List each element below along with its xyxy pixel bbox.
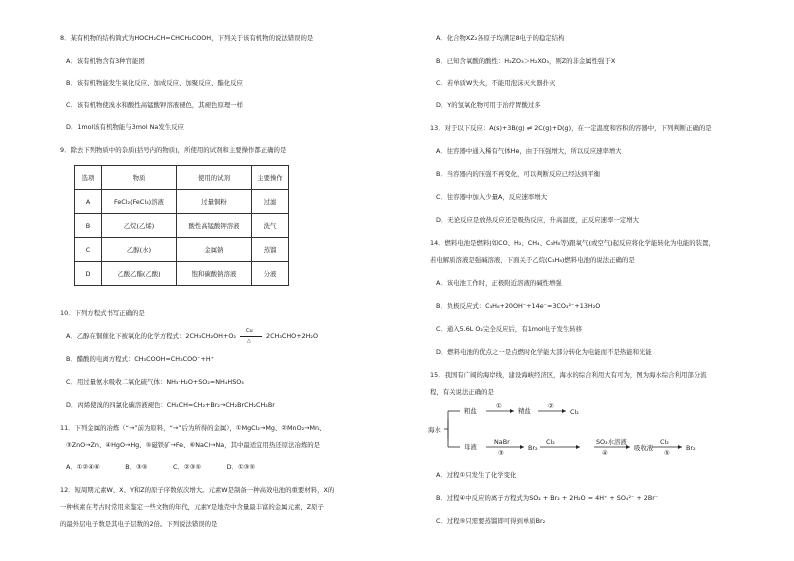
step-1-label: ①: [496, 402, 502, 410]
q8-option-d: D．1mol该有机物能与3mol Na发生反应: [66, 123, 184, 131]
table-header-cell: 物质: [102, 166, 177, 190]
q8-option-a: A．该有机物含有3种官能团: [66, 57, 145, 65]
table-cell: FeCl₂(FeCl₃)溶液: [102, 190, 177, 214]
table-cell: 分液: [252, 262, 289, 286]
q9-table: [74, 165, 289, 286]
q14-option-b: B．负极反应式：C₃H₈+20OH⁻+14e⁻=3CO₃²⁻+13H₂O: [436, 302, 601, 310]
q13-option-a: A．往容器中通入稀有气体He，由于压强增大，所以反应速率增大: [436, 147, 622, 155]
q10-option-a-tail: 2CH₃CHO+2H₂O: [266, 332, 319, 340]
table-row: [75, 214, 289, 238]
table-cell: A: [75, 190, 102, 214]
q10-stem: 10．下列方程式书写正确的是: [60, 309, 145, 317]
q10-option-b: B．醋酸的电离方程式：CH₃COOH=CH₃COO⁻+H⁺: [66, 355, 215, 363]
table-cell: D: [75, 262, 102, 286]
table-header-cell: 使用的试剂: [177, 166, 252, 190]
table-cell: 过量铜粉: [177, 190, 252, 214]
table-cell: C: [75, 238, 102, 262]
q11-stem-line1: 11．下列金属的冶炼（“→”前为原料，“→”后为所得的金属），①MgCl₂→Mg、②MnO₂→Mn、: [60, 424, 326, 432]
table-header-row: [75, 166, 289, 190]
q15-stem-line1: 15．我国有广阔的海岸线，建设海峡经济区，海水的综合利用大有可为，图为海水综合利用部分流: [430, 371, 707, 379]
table-cell: 乙醇(水): [102, 238, 177, 262]
table-row: [75, 262, 289, 286]
q10-option-a-text: A．乙醇在铜催化下被氧化的化学方程式：2CH₃CH₂OH+O₂: [66, 332, 236, 340]
heat-label: △: [246, 338, 251, 344]
q15-stem-line2: 程，有关说法正确的是: [430, 388, 494, 396]
q13-option-d: D．无论反应是放热反应还是吸热反应，升高温度，正反应速率一定增大: [436, 216, 640, 224]
q14-option-c: C．通入5.6L O₂完全反应后，有1mol电子发生转移: [436, 325, 583, 333]
q12-option-c: C．若单质W失火，不能用泡沫灭火器扑灭: [436, 79, 556, 87]
q11-options: A．①②④⑥ B．③⑤ C．②③⑤ D．①③⑤: [66, 463, 256, 471]
q14-option-d: D．燃料电池的优点之一是点燃时化学能大部分转化为电能而不是热能和光能: [436, 348, 652, 356]
q14-stem-line2: 若电解质溶液是强碱溶液，下面关于乙烷(C₃H₈)燃料电池的说法正确的是: [430, 256, 635, 264]
q8-option-c: C．该有机物使溴水和酸性高锰酸钾溶液褪色，其褪色原理一样: [66, 101, 244, 109]
q13-stem: 13．对于以下反应：A(s)+3B(g) ⇌ 2C(g)+D(g)，在一定温度和容积的容器中，下列判断正确的是: [430, 124, 712, 132]
table-cell: 饱和碳酸钠溶液: [177, 262, 252, 286]
table-cell: 过滤: [252, 190, 289, 214]
absorption-liquid-label: 吸收液: [634, 444, 654, 452]
br2-end-label: Br₂: [686, 444, 696, 452]
so2-solution-label: SO₂水溶液: [596, 438, 627, 446]
reaction-arrow: [238, 328, 264, 344]
q14-option-a: A．该电池工作时，正极附近溶液的碱性增强: [436, 279, 562, 287]
table-cell: 酸性高锰酸钾溶液: [177, 214, 252, 238]
step-4-label: ④: [602, 449, 608, 457]
table-cell: 洗气: [252, 214, 289, 238]
q12-option-a: A．化合物XZ₂各原子均满足8电子的稳定结构: [436, 34, 565, 42]
mother-liquor-label: 母液: [464, 443, 477, 451]
crude-salt-label: 粗盐: [464, 407, 477, 415]
q13-option-c: C．往容器中加入少量A，反应速率增大: [436, 193, 548, 201]
cl2-mid-label: Cl₂: [546, 438, 555, 446]
q12-stem-line3: 的最外层电子数是其电子层数的2倍。下列说法错误的是: [60, 520, 218, 528]
q9-stem: 9．除去下列物质中的杂质(括号内的物质)，所使用的试剂和主要操作都正确的是: [60, 146, 287, 154]
cl2-top-label: Cl₂: [570, 408, 579, 416]
q11-stem-line2: ③ZnO→Zn、④HgO→Hg、⑤磁铁矿→Fe、⑥NaCl→Na，其中最适宜用热还原法冶炼的是: [66, 441, 321, 449]
cl2-end-label: Cl₂: [660, 438, 669, 446]
table-row: [75, 238, 289, 262]
q14-stem-line1: 14．燃料电池是燃料(如CO、H₂、CH₄、C₃H₈等)跟氧气(或空气)起反应将化学能转化为电能的装置，: [430, 239, 715, 247]
q10-option-c: C．用过量氨水吸收二氧化硫气体：NH₃·H₂O+SO₂=NH₄HSO₃: [66, 378, 244, 386]
q13-option-b: B．当容器内的压强不再变化，可以判断反应已经达到平衡: [436, 170, 601, 178]
q15-option-a: A．过程①只发生了化学变化: [436, 471, 517, 479]
q8-stem: 8．某有机物的结构简式为HOCH₂CH=CHCH₂COOH，下列关于该有机物的说法错误的是: [60, 34, 314, 42]
q15-option-b: B．过程④中反应的离子方程式为SO₂ + Br₂ + 2H₂O = 4H⁺ + SO₄²⁻ + 2Br⁻: [436, 494, 659, 502]
table-header-cell: 主要操作: [252, 166, 289, 190]
table-cell: B: [75, 214, 102, 238]
table-cell: 乙烷(乙烯): [102, 214, 177, 238]
table-cell: 乙酸乙酯(乙酸): [102, 262, 177, 286]
refined-salt-label: 精盐: [518, 407, 531, 415]
catalyst-label: Cu: [245, 328, 253, 334]
table-cell: 蒸馏: [252, 238, 289, 262]
step-2-label: ②: [548, 402, 554, 410]
right-column: [430, 0, 780, 561]
table-row: [75, 190, 289, 214]
q12-option-b: B．已知含氧酸的酸性：H₂ZO₃＞H₂XO₃，则Z的非金属性强于X: [436, 57, 616, 65]
step-3-label: ③: [498, 449, 504, 457]
table-header-cell: 选项: [75, 166, 102, 190]
q12-stem-line1: 12．短周期元素W、X、Y和Z的原子序数依次增大。元素W是制备一种高效电池的重要材料，X的: [60, 486, 335, 494]
table-cell: 金属钠: [177, 238, 252, 262]
nabr-label: NaBr: [494, 438, 510, 446]
q10-option-a: [66, 328, 319, 344]
seawater-label: 海水: [428, 426, 441, 434]
q15-option-c: C．过程⑤只需要蒸馏即可得到单质Br₂: [436, 517, 546, 525]
step-5-label: ⑤: [664, 449, 670, 457]
br2-mid-label: Br₂: [528, 444, 538, 452]
q8-option-b: B．该有机物能发生氧化反应、加成反应、加聚反应、酯化反应: [66, 79, 243, 87]
q10-option-d: D．丙烯使溴的四氯化碳溶液褪色：CH₃CH=CH₂+Br₂→CH₂BrCH₂CH₂Br: [66, 401, 275, 409]
q12-option-d: D．Y的氢氧化物可用于治疗胃酸过多: [436, 101, 541, 109]
q12-stem-line2: 一种核素在考古时常用来鉴定一些文物的年代，元素Y是地壳中含量最丰富的金属元素，Z原子: [60, 503, 324, 511]
